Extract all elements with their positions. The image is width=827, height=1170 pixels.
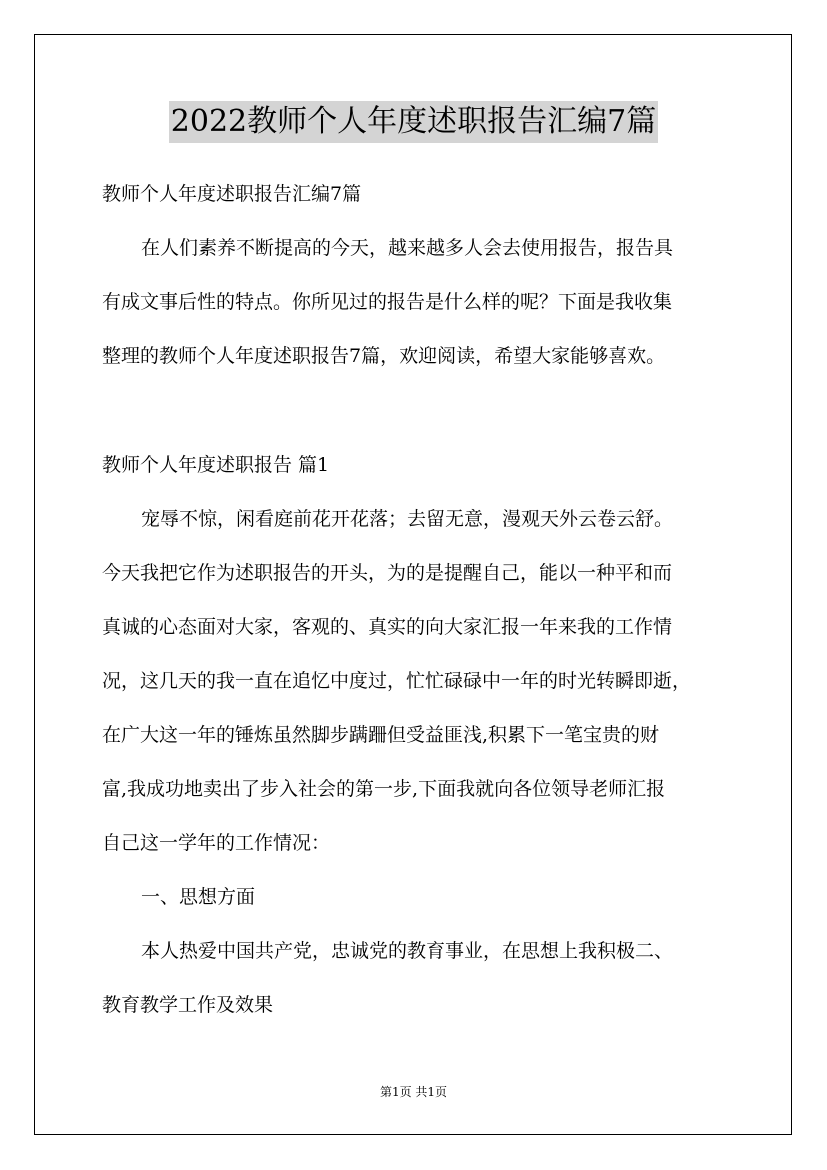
page-footer: 第1页 共1页 [379,1085,448,1099]
title-container [0,101,827,143]
body-line-2: 今天我把它作为述职报告的开头，为的是提醒自己，能以一种平和而 [102,562,673,584]
body-line-1: 宠辱不惊，闲看庭前花开花落；去留无意，漫观天外云卷云舒。 [141,508,674,530]
document-title: 2022教师个人年度述职报告汇编7篇 [169,101,658,143]
section-heading: 教师个人年度述职报告 篇1 [102,454,330,476]
body-line-4: 况，这几天的我一直在追忆中度过，忙忙碌碌中一年的时光转瞬即逝， [102,670,692,692]
intro-line-2: 有成文事后性的特点。你所见过的报告是什么样的呢？下面是我收集 [102,291,673,313]
para2-line-2: 教育教学工作及效果 [102,994,274,1016]
intro-line-1: 在人们素养不断提高的今天，越来越多人会去使用报告，报告具 [141,237,674,259]
document-subtitle: 教师个人年度述职报告汇编7篇 [102,183,362,205]
body-line-5: 在广大这一年的锤炼虽然脚步蹒跚但受益匪浅,积累下一笔宝贵的财 [102,724,660,746]
body-line-6: 富,我成功地卖出了步入社会的第一步,下面我就向各位领导老师汇报 [102,778,666,800]
intro-line-3: 整理的教师个人年度述职报告7篇，欢迎阅读，希望大家能够喜欢。 [102,345,666,367]
body-line-3: 真诚的心态面对大家，客观的、真实的向大家汇报一年来我的工作情 [102,616,673,638]
para2-line-1: 本人热爱中国共产党，忠诚党的教育事业，在思想上我积极二、 [141,940,674,962]
body-line-7: 自己这一学年的工作情况： [102,832,331,854]
subheading-thought: 一、思想方面 [141,886,256,908]
